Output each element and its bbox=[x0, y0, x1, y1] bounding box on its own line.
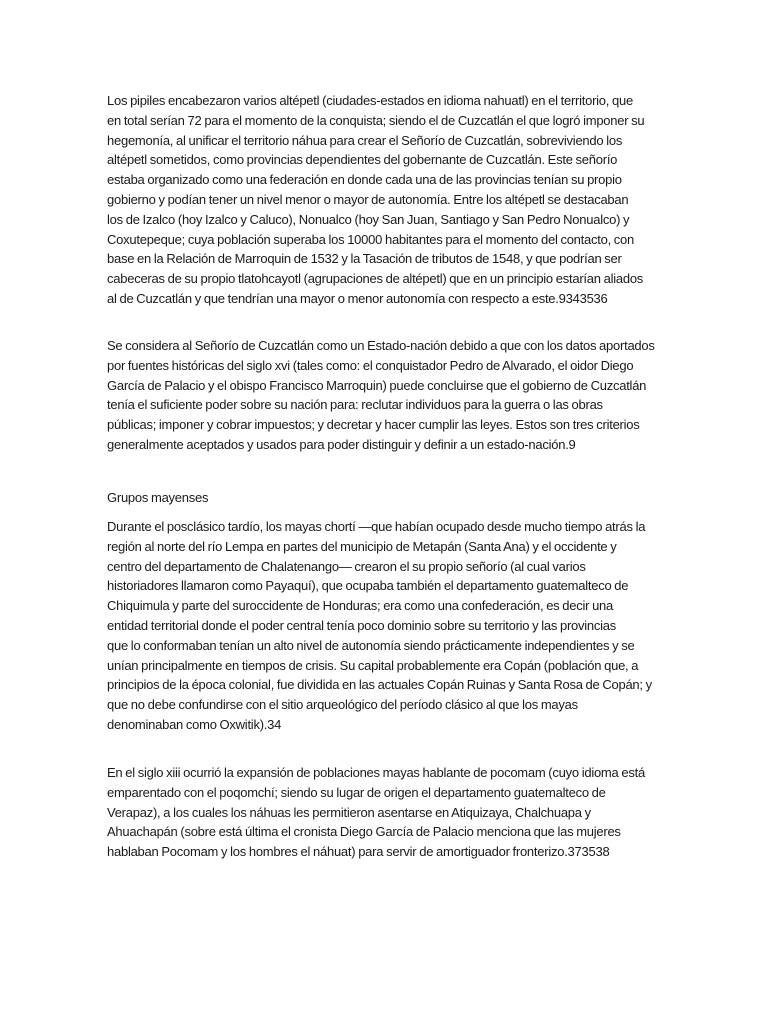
text-line: unían principalmente en tiempos de crisis. Su capital probablemente era Copán (población que, a bbox=[107, 657, 639, 673]
text-line: Durante el posclásico tardío, los mayas chortí —que habían ocupado desde mucho tiempo atrás la bbox=[107, 519, 646, 534]
text-line: Los pipiles encabezaron varios altépetl (ciudades-estados en idioma nahuatl) en el territorio, que bbox=[107, 93, 633, 108]
text-line: En el siglo xiii ocurrió la expansión de poblaciones mayas hablante de pocomam (cuyo idioma está bbox=[107, 765, 645, 780]
paragraph-mayas-chorti bbox=[107, 517, 667, 735]
text-line: historiadores llamaron como Payaquí), que ocupaba también el departamento guatemalteco de bbox=[107, 578, 629, 594]
text-line: emparentado con el poqomchí; siendo su lugar de origen el departamento guatemalteco de bbox=[107, 784, 606, 800]
text-line: denominaban como Oxwitik).34 bbox=[107, 716, 282, 732]
text-line: los de Izalco (hoy Izalco y Caluco), Nonualco (hoy San Juan, Santiago y San Pedro Nonualco) y bbox=[107, 211, 630, 227]
text-line: Chiquimula y parte del suroccidente de Honduras; era como una confederación, es decir una bbox=[107, 598, 614, 614]
text-line: cabeceras de su propio tlatohcayotl (agrupaciones de altépetl) que en un principio estarían aliados bbox=[107, 271, 644, 287]
paragraph-estado-nacion bbox=[107, 336, 667, 455]
text-line: en total serían 72 para el momento de la conquista; siendo el de Cuzcatlán el que logró imponer su bbox=[107, 112, 645, 128]
text-line: Coxutepeque; cuya población superaba los 10000 habitantes para el momento del contacto, con bbox=[107, 231, 635, 247]
text-line: que no debe confundirse con el sitio arqueológico del período clásico al que los mayas bbox=[107, 697, 578, 713]
paragraph-pocomam bbox=[107, 763, 667, 862]
text-line: Ahuachapán (sobre está última el cronista Diego García de Palacio menciona que las mujeres bbox=[107, 824, 621, 840]
text-line: centro del departamento de Chalatenango— crearon el su propio señorío (al cual varios bbox=[107, 558, 586, 574]
text-line: García de Palacio y el obispo Francisco Marroquin) puede concluirse que el gobierno de Cuzcatlán bbox=[107, 377, 647, 393]
text-line: gobierno y podían tener un nivel menor o mayor de autonomía. Entre los altépetl se destacaban bbox=[107, 191, 629, 207]
paragraph-pipiles bbox=[107, 91, 667, 309]
text-line: estaba organizado como una federación en donde cada una de las provincias tenían su propio bbox=[107, 172, 622, 188]
text-line: región al norte del río Lempa en partes del municipio de Metapán (Santa Ana) y el occidente y bbox=[107, 538, 617, 554]
text-line: altépetl sometidos, como provincias dependientes del gobernante de Cuzcatlán. Este señorío bbox=[107, 152, 618, 168]
text-line: Verapaz), a los cuales los náhuas les permitieron asentarse en Atiquizaya, Chalchuapa y bbox=[107, 804, 591, 820]
text-line: al de Cuzcatlán y que tendrían una mayor o menor autonomía con respecto a este.9343536 bbox=[107, 290, 608, 306]
text-line: generalmente aceptados y usados para poder distinguir y definir a un estado-nación.9 bbox=[107, 436, 576, 452]
text-line: Se considera al Señorío de Cuzcatlán como un Estado-nación debido a que con los datos aportados bbox=[107, 338, 655, 353]
text-line: que lo conformaban tenían un alto nivel de autonomía siendo prácticamente independientes y se bbox=[107, 637, 635, 653]
text-line: base en la Relación de Marroquin de 1532 y la Tasación de tributos de 1548, y que podrían ser bbox=[107, 251, 622, 267]
text-line: tenía el suficiente poder sobre su nación para: reclutar individuos para la guerra o las obras bbox=[107, 397, 603, 413]
text-line: hablaban Pocomam y los hombres el náhuat) para servir de amortiguador fronterizo.373538 bbox=[107, 844, 610, 860]
text-line: principios de la época colonial, fue dividida en las actuales Copán Ruinas y Santa Rosa de Copán; y bbox=[107, 677, 652, 693]
text-line: públicas; imponer y cobrar impuestos; y decretar y hacer cumplir las leyes. Estos son tres criterios bbox=[107, 417, 640, 433]
heading-text: Grupos mayenses bbox=[107, 490, 209, 505]
section-heading bbox=[107, 488, 667, 508]
text-line: entidad territorial donde el poder central tenía poco dominio sobre su territorio y las provincias bbox=[107, 617, 617, 633]
text-line: hegemonía, al unificar el territorio náhua para crear el Señorío de Cuzcatlán, sobreviviendo los bbox=[107, 132, 623, 148]
text-line: por fuentes históricas del siglo xvi (tales como: el conquistador Pedro de Alvarado, el oidor Diego bbox=[107, 357, 634, 373]
